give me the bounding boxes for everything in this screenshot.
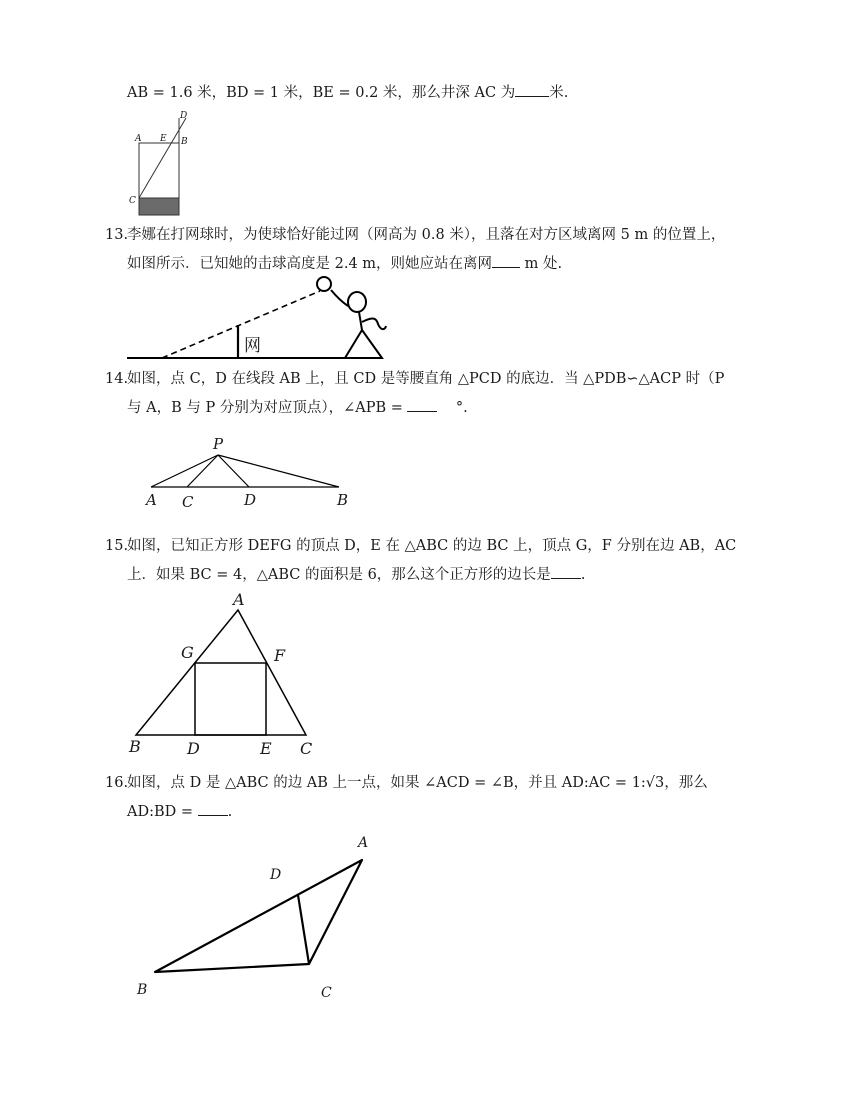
q12-water	[139, 198, 179, 215]
q16-label-C: C	[321, 985, 332, 1001]
q14-segment-PD	[218, 455, 249, 487]
q13-player	[331, 290, 386, 358]
q15-label-A: A	[233, 590, 245, 609]
q14-label-D: D	[244, 491, 257, 509]
q15-figure	[128, 590, 312, 758]
q15-label-G: G	[181, 643, 194, 662]
q16-triangle-ABC	[155, 860, 362, 972]
q16-label-A: A	[358, 835, 369, 851]
q14-number: 14.	[105, 371, 129, 387]
q14-segment-PC	[187, 455, 218, 487]
q15-label-B: B	[129, 737, 141, 756]
q12-label-A: A	[135, 134, 142, 144]
q16-label-D: D	[270, 867, 282, 883]
q13-ball	[317, 277, 331, 291]
q12-label-B: B	[181, 137, 188, 147]
q14-label-C: C	[182, 493, 194, 511]
q14-segment-PB	[218, 455, 339, 487]
q13-line2-end: m 处.	[524, 256, 563, 272]
q14-text-line1: 如图，点 C，D 在线段 AB 上，且 CD 是等腰直角 △PCD 的底边．当 △PDB∽△ACP 时（P	[127, 371, 725, 387]
q14-label-B: B	[337, 491, 349, 509]
q13-net-label: 网	[244, 336, 261, 356]
q15-number: 15.	[105, 538, 129, 554]
q14-label-A: A	[146, 491, 157, 509]
q15-square-DEFG	[195, 663, 266, 735]
q14-line2: 与 A，B 与 P 分别为对应顶点），∠APB =	[127, 400, 403, 416]
q13-line2: 如图所示．已知她的击球高度是 2.4 m，则她应站在离网	[127, 256, 493, 272]
q13-number: 13.	[105, 227, 129, 243]
q14-line2-end: °.	[455, 400, 468, 416]
q16-label-B: B	[137, 982, 148, 998]
q15-text-line1: 如图，已知正方形 DEFG 的顶点 D，E 在 △ABC 的边 BC 上，顶点 G，F 分别在边 AB，AC	[127, 538, 737, 554]
q12-figure	[129, 111, 188, 215]
q12-line1-end: 米.	[549, 85, 569, 101]
q15-label-D: D	[187, 739, 200, 758]
q15-label-F: F	[274, 646, 286, 665]
q12-label-D: D	[180, 111, 188, 121]
q16-segment-CD	[298, 895, 309, 964]
q15-triangle-ABC	[136, 610, 306, 735]
q14-segment-AP	[151, 455, 218, 487]
q15-line2-end: .	[580, 567, 586, 583]
q16-figure	[136, 835, 368, 1001]
q15-line2: 上．如果 BC = 4，△ABC 的面积是 6，那么这个正方形的边长是	[127, 567, 551, 583]
q15-label-E: E	[260, 739, 272, 758]
q12-label-C: C	[129, 196, 136, 206]
q14-figure	[144, 435, 348, 511]
q14-label-P: P	[213, 435, 224, 453]
q15-label-C: C	[300, 739, 313, 758]
q13-text-line1: 李娜在打网球时，为使球恰好能过网（网高为 0.8 米），且落在对方区域离网 5 m 的位置上，	[127, 227, 726, 243]
q16-line2-end: .	[227, 804, 233, 820]
q16-text-line1: 如图，点 D 是 △ABC 的边 AB 上一点，如果 ∠ACD = ∠B，并且 AD:AC = 1:√3，那么	[127, 775, 708, 791]
q12-label-E: E	[160, 134, 167, 144]
q12-line1: AB = 1.6 米，BD = 1 米，BE = 0.2 米，那么井深 AC 为	[127, 85, 516, 101]
q13-figure	[127, 277, 386, 358]
q13-ball-path	[162, 291, 320, 358]
q16-line2: AD:BD =	[127, 804, 194, 820]
q16-number: 16.	[105, 775, 129, 791]
